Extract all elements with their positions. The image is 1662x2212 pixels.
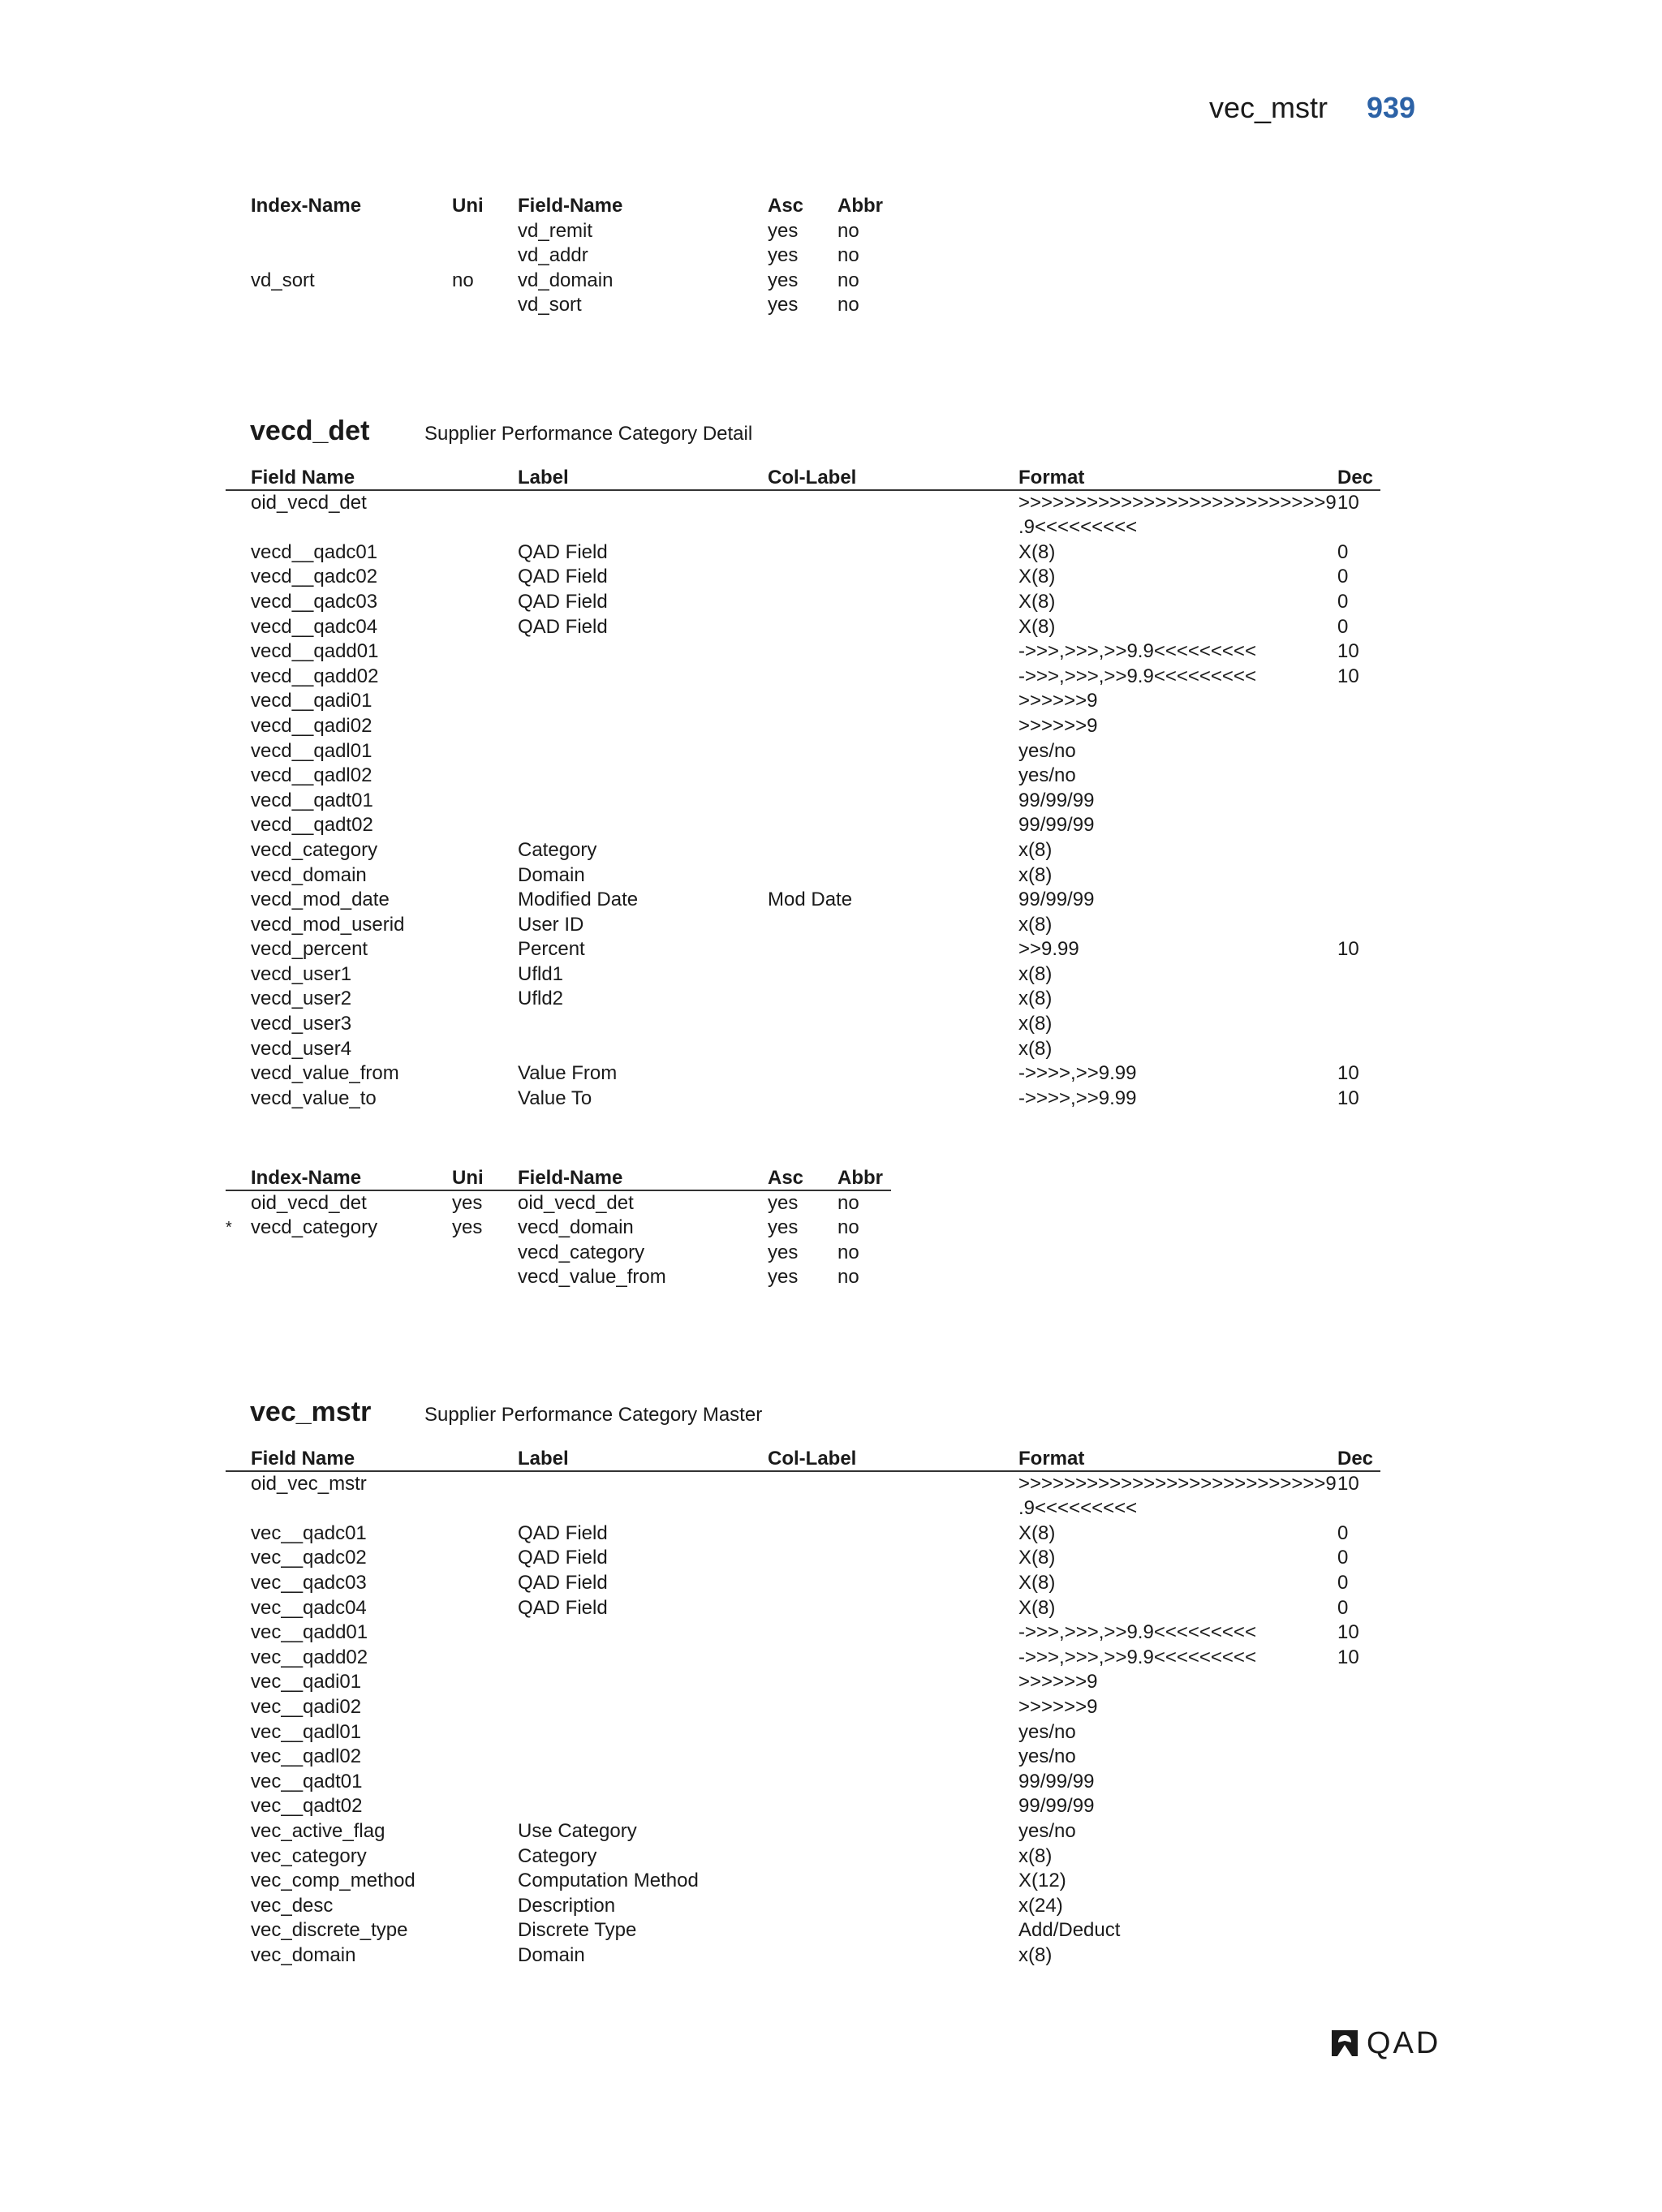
field-dec: 0 xyxy=(1337,590,1349,613)
field-name: vecd__qadt02 xyxy=(251,814,373,837)
field-table-vec-mstr xyxy=(0,1447,1662,1968)
field-name: vecd__qadi01 xyxy=(251,690,372,712)
header-dec: Dec xyxy=(1337,467,1374,488)
field-row xyxy=(0,714,1662,739)
field-format: >>>>>>>>>>>>>>>>>>>>>>>>>>>9 xyxy=(1018,491,1337,514)
field-format: X(8) xyxy=(1018,1547,1056,1569)
index-field-name: vd_sort xyxy=(518,294,582,316)
field-format: yes/no xyxy=(1018,1819,1076,1842)
field-col-label: Mod Date xyxy=(768,889,853,911)
field-row xyxy=(0,1472,1662,1497)
field-name: vecd_value_to xyxy=(251,1087,377,1109)
field-format: x(8) xyxy=(1018,913,1053,936)
field-row xyxy=(0,863,1662,889)
field-format: x(8) xyxy=(1018,1013,1053,1035)
field-name: vec_comp_method xyxy=(251,1870,416,1892)
header-col-label: Col-Label xyxy=(768,467,857,488)
field-label: Domain xyxy=(518,1943,585,1966)
index-row xyxy=(0,1191,1662,1216)
field-format: X(8) xyxy=(1018,1596,1056,1619)
field-label: QAD Field xyxy=(518,590,608,613)
field-row xyxy=(0,813,1662,838)
field-row xyxy=(0,540,1662,566)
field-format: x(8) xyxy=(1018,1037,1053,1060)
field-table-vecd-det xyxy=(0,466,1662,1111)
field-name: vecd__qadi02 xyxy=(251,714,372,737)
field-dec: 10 xyxy=(1337,665,1359,687)
header-dec: Dec xyxy=(1337,1448,1374,1470)
field-dec: 10 xyxy=(1337,938,1359,961)
field-name: vec_active_flag xyxy=(251,1819,385,1842)
field-label: Value From xyxy=(518,1062,618,1085)
field-row xyxy=(0,1943,1662,1969)
index-ascending: yes xyxy=(768,1266,799,1289)
index-field-name: vd_domain xyxy=(518,269,614,291)
index-abbreviated: no xyxy=(837,1266,859,1289)
field-format: X(8) xyxy=(1018,566,1056,588)
field-dec: 10 xyxy=(1337,1087,1359,1109)
field-format: ->>>,>>>,>>9.9<<<<<<<<< xyxy=(1018,1621,1256,1644)
field-name: vecd_domain xyxy=(251,863,367,886)
field-row xyxy=(0,1918,1662,1943)
field-name: vec__qadl01 xyxy=(251,1720,362,1743)
field-row xyxy=(0,1646,1662,1671)
field-label: QAD Field xyxy=(518,1521,608,1544)
field-row xyxy=(0,689,1662,714)
field-name: vecd_user3 xyxy=(251,1013,352,1035)
field-name: oid_vec_mstr xyxy=(251,1472,367,1495)
field-name: vecd__qadt01 xyxy=(251,789,373,811)
index-abbreviated: no xyxy=(837,269,859,291)
field-name: vec__qadd01 xyxy=(251,1621,368,1644)
header-uni: Uni xyxy=(452,195,484,217)
field-label: Percent xyxy=(518,938,585,961)
qad-logo xyxy=(1329,2025,1449,2061)
header-uni: Uni xyxy=(452,1167,484,1189)
field-row xyxy=(0,1596,1662,1621)
field-name: vec__qadd02 xyxy=(251,1646,368,1668)
field-format: X(8) xyxy=(1018,615,1056,638)
field-name: vecd_user1 xyxy=(251,962,352,985)
field-name: vecd__qadl01 xyxy=(251,739,372,762)
field-row xyxy=(0,987,1662,1012)
field-row xyxy=(0,639,1662,665)
index-ascending: yes xyxy=(768,1191,799,1214)
field-row xyxy=(0,1061,1662,1087)
field-name: vecd_user2 xyxy=(251,988,352,1010)
field-row xyxy=(0,962,1662,988)
field-format: yes/no xyxy=(1018,764,1076,787)
field-format: X(8) xyxy=(1018,1521,1056,1544)
field-dec: 10 xyxy=(1337,640,1359,663)
field-format: 99/99/99 xyxy=(1018,814,1095,837)
field-row-continuation xyxy=(0,1496,1662,1521)
field-format: ->>>,>>>,>>9.9<<<<<<<<< xyxy=(1018,665,1256,687)
field-name: vec__qadc01 xyxy=(251,1521,367,1544)
header-field-name: Field-Name xyxy=(518,1167,623,1189)
field-row xyxy=(0,1087,1662,1112)
field-name: vecd_user4 xyxy=(251,1037,352,1060)
field-format: yes/no xyxy=(1018,1720,1076,1743)
index-field-name: vecd_domain xyxy=(518,1216,634,1239)
section-title-vecd-det: vecd_det xyxy=(250,415,370,446)
field-dec: 0 xyxy=(1337,1596,1349,1619)
field-label: User ID xyxy=(518,913,584,936)
header-table-name: vec_mstr xyxy=(1209,91,1328,124)
index-table-vd-mstr xyxy=(0,194,1662,318)
field-format: ->>>>,>>9.99 xyxy=(1018,1062,1137,1085)
header-field-name: Field-Name xyxy=(518,195,623,217)
field-row xyxy=(0,1037,1662,1062)
index-abbreviated: no xyxy=(837,1241,859,1263)
field-dec: 0 xyxy=(1337,615,1349,638)
field-format: ->>>,>>>,>>9.9<<<<<<<<< xyxy=(1018,1646,1256,1668)
field-name: vec_category xyxy=(251,1844,367,1867)
field-label: QAD Field xyxy=(518,1547,608,1569)
field-row xyxy=(0,1844,1662,1870)
index-row xyxy=(0,243,1662,269)
field-row xyxy=(0,1720,1662,1745)
qad-logo-text: QAD xyxy=(1367,2026,1441,2060)
field-row xyxy=(0,937,1662,962)
index-row xyxy=(0,1241,1662,1266)
field-row xyxy=(0,590,1662,615)
field-label: Category xyxy=(518,1844,597,1867)
field-format: x(8) xyxy=(1018,1943,1053,1966)
field-name: vecd_percent xyxy=(251,938,368,961)
field-name: vecd_mod_date xyxy=(251,889,390,911)
field-format: 99/99/99 xyxy=(1018,1795,1095,1818)
field-name: vec__qadc02 xyxy=(251,1547,367,1569)
field-name: vecd__qadc03 xyxy=(251,590,378,613)
field-label: Description xyxy=(518,1894,616,1917)
field-format: >>>>>>9 xyxy=(1018,714,1098,737)
index-ascending: yes xyxy=(768,244,799,267)
field-format: x(8) xyxy=(1018,962,1053,985)
index-ascending: yes xyxy=(768,1241,799,1263)
header-field-name: Field Name xyxy=(251,467,355,488)
field-name: vecd_value_from xyxy=(251,1062,399,1085)
field-dec: 0 xyxy=(1337,1547,1349,1569)
index-unique: yes xyxy=(452,1216,483,1239)
field-name: vecd__qadc04 xyxy=(251,615,378,638)
field-label: Computation Method xyxy=(518,1870,699,1892)
index-row xyxy=(0,293,1662,318)
section-title-vec-mstr: vec_mstr xyxy=(250,1396,372,1427)
field-label: Category xyxy=(518,838,597,861)
index-field-name: oid_vecd_det xyxy=(518,1191,634,1214)
header-label: Label xyxy=(518,467,569,488)
qad-logo-icon xyxy=(1329,2029,1360,2058)
section-description-vec-mstr: Supplier Performance Category Master xyxy=(424,1404,763,1426)
field-label: Discrete Type xyxy=(518,1919,637,1942)
field-row xyxy=(0,1894,1662,1919)
field-row xyxy=(0,615,1662,640)
index-field-name: vecd_value_from xyxy=(518,1266,666,1289)
field-name: vec__qadc04 xyxy=(251,1596,367,1619)
index-abbreviated: no xyxy=(837,294,859,316)
field-dec: 10 xyxy=(1337,1062,1359,1085)
index-name: vecd_category xyxy=(251,1216,378,1239)
field-format: >>>>>>9 xyxy=(1018,690,1098,712)
index-field-name: vecd_category xyxy=(518,1241,645,1263)
section-description-vecd-det: Supplier Performance Category Detail xyxy=(424,423,753,445)
index-field-name: vd_addr xyxy=(518,244,588,267)
field-row xyxy=(0,1012,1662,1037)
field-format: yes/no xyxy=(1018,739,1076,762)
index-ascending: yes xyxy=(768,219,799,242)
field-label: Ufld1 xyxy=(518,962,564,985)
field-label: QAD Field xyxy=(518,1596,608,1619)
field-label: QAD Field xyxy=(518,615,608,638)
primary-index-marker: * xyxy=(226,1219,232,1237)
field-table-header xyxy=(0,466,1662,491)
field-row xyxy=(0,665,1662,690)
field-row-continuation xyxy=(0,515,1662,540)
field-dec: 10 xyxy=(1337,1646,1359,1668)
index-abbreviated: no xyxy=(837,1216,859,1239)
field-row xyxy=(0,739,1662,764)
field-name: vec_discrete_type xyxy=(251,1919,408,1942)
field-row xyxy=(0,1546,1662,1571)
field-format: >>9.99 xyxy=(1018,938,1079,961)
field-format: X(12) xyxy=(1018,1870,1066,1892)
field-name: vec__qadi02 xyxy=(251,1695,362,1718)
field-name: vec__qadl02 xyxy=(251,1745,362,1768)
header-abbr: Abbr xyxy=(837,195,883,217)
field-row xyxy=(0,838,1662,863)
header-format: Format xyxy=(1018,1448,1085,1470)
header-asc: Asc xyxy=(768,1167,804,1189)
field-row xyxy=(0,888,1662,913)
index-abbreviated: no xyxy=(837,244,859,267)
index-abbreviated: no xyxy=(837,1191,859,1214)
field-name: vecd__qadd01 xyxy=(251,640,379,663)
field-format: x(8) xyxy=(1018,838,1053,861)
header-col-label: Col-Label xyxy=(768,1448,857,1470)
header-label: Label xyxy=(518,1448,569,1470)
field-name: vec_desc xyxy=(251,1894,334,1917)
field-format-continuation: .9<<<<<<<<< xyxy=(1018,1497,1138,1520)
field-name: oid_vecd_det xyxy=(251,491,367,514)
field-row xyxy=(0,1571,1662,1596)
index-table-header xyxy=(0,194,1662,219)
field-row xyxy=(0,491,1662,516)
field-dec: 0 xyxy=(1337,540,1349,563)
header-format: Format xyxy=(1018,467,1085,488)
field-format: ->>>>,>>9.99 xyxy=(1018,1087,1137,1109)
field-dec: 10 xyxy=(1337,1472,1359,1495)
index-unique: no xyxy=(452,269,474,291)
index-field-name: vd_remit xyxy=(518,219,593,242)
field-format: 99/99/99 xyxy=(1018,789,1095,811)
index-name: oid_vecd_det xyxy=(251,1191,367,1214)
field-label: QAD Field xyxy=(518,566,608,588)
field-name: vec__qadt01 xyxy=(251,1770,363,1792)
index-row xyxy=(0,219,1662,244)
field-row xyxy=(0,789,1662,814)
field-format: Add/Deduct xyxy=(1018,1919,1121,1942)
field-format: x(24) xyxy=(1018,1894,1063,1917)
field-name: vec__qadc03 xyxy=(251,1571,367,1594)
field-format-continuation: .9<<<<<<<<< xyxy=(1018,516,1138,539)
field-name: vecd__qadc01 xyxy=(251,540,378,563)
index-abbreviated: no xyxy=(837,219,859,242)
field-table-header xyxy=(0,1447,1662,1472)
field-format: x(8) xyxy=(1018,863,1053,886)
index-ascending: yes xyxy=(768,294,799,316)
field-name: vec__qadi01 xyxy=(251,1671,362,1693)
field-dec: 10 xyxy=(1337,1621,1359,1644)
field-row xyxy=(0,1819,1662,1844)
field-format: 99/99/99 xyxy=(1018,889,1095,911)
field-label: Use Category xyxy=(518,1819,637,1842)
field-label: Modified Date xyxy=(518,889,639,911)
field-name: vecd_mod_userid xyxy=(251,913,405,936)
field-label: Value To xyxy=(518,1087,592,1109)
field-dec: 0 xyxy=(1337,566,1349,588)
header-abbr: Abbr xyxy=(837,1167,883,1189)
index-row xyxy=(0,269,1662,294)
field-dec: 10 xyxy=(1337,491,1359,514)
index-name: vd_sort xyxy=(251,269,315,291)
field-row xyxy=(0,913,1662,938)
field-row xyxy=(0,1869,1662,1894)
field-format: yes/no xyxy=(1018,1745,1076,1768)
index-row xyxy=(0,1265,1662,1290)
page-number: 939 xyxy=(1367,91,1416,124)
index-table-vecd-det xyxy=(0,1166,1662,1290)
field-name: vecd__qadl02 xyxy=(251,764,372,787)
index-table-header xyxy=(0,1166,1662,1191)
field-format: >>>>>>>>>>>>>>>>>>>>>>>>>>>9 xyxy=(1018,1472,1337,1495)
field-row xyxy=(0,1620,1662,1646)
field-row xyxy=(0,1745,1662,1770)
header-index-name: Index-Name xyxy=(251,195,362,217)
field-row xyxy=(0,764,1662,789)
field-dec: 0 xyxy=(1337,1571,1349,1594)
index-ascending: yes xyxy=(768,269,799,291)
field-format: X(8) xyxy=(1018,590,1056,613)
field-label: Domain xyxy=(518,863,585,886)
field-format: X(8) xyxy=(1018,1571,1056,1594)
field-format: ->>>,>>>,>>9.9<<<<<<<<< xyxy=(1018,640,1256,663)
field-name: vecd_category xyxy=(251,838,378,861)
field-format: x(8) xyxy=(1018,1844,1053,1867)
field-format: >>>>>>9 xyxy=(1018,1671,1098,1693)
field-name: vec_domain xyxy=(251,1943,356,1966)
field-row xyxy=(0,1670,1662,1695)
field-label: QAD Field xyxy=(518,540,608,563)
header-index-name: Index-Name xyxy=(251,1167,362,1189)
field-format: X(8) xyxy=(1018,540,1056,563)
header-asc: Asc xyxy=(768,195,804,217)
field-label: Ufld2 xyxy=(518,988,564,1010)
index-ascending: yes xyxy=(768,1216,799,1239)
field-format: >>>>>>9 xyxy=(1018,1695,1098,1718)
field-row xyxy=(0,1794,1662,1819)
index-row xyxy=(0,1216,1662,1241)
field-format: x(8) xyxy=(1018,988,1053,1010)
index-unique: yes xyxy=(452,1191,483,1214)
field-name: vecd__qadd02 xyxy=(251,665,379,687)
field-name: vecd__qadc02 xyxy=(251,566,378,588)
field-format: 99/99/99 xyxy=(1018,1770,1095,1792)
field-row xyxy=(0,1695,1662,1720)
page-header xyxy=(0,88,1662,128)
field-row xyxy=(0,1770,1662,1795)
header-field-name: Field Name xyxy=(251,1448,355,1470)
field-row xyxy=(0,565,1662,590)
field-row xyxy=(0,1521,1662,1547)
field-dec: 0 xyxy=(1337,1521,1349,1544)
field-label: QAD Field xyxy=(518,1571,608,1594)
field-name: vec__qadt02 xyxy=(251,1795,363,1818)
